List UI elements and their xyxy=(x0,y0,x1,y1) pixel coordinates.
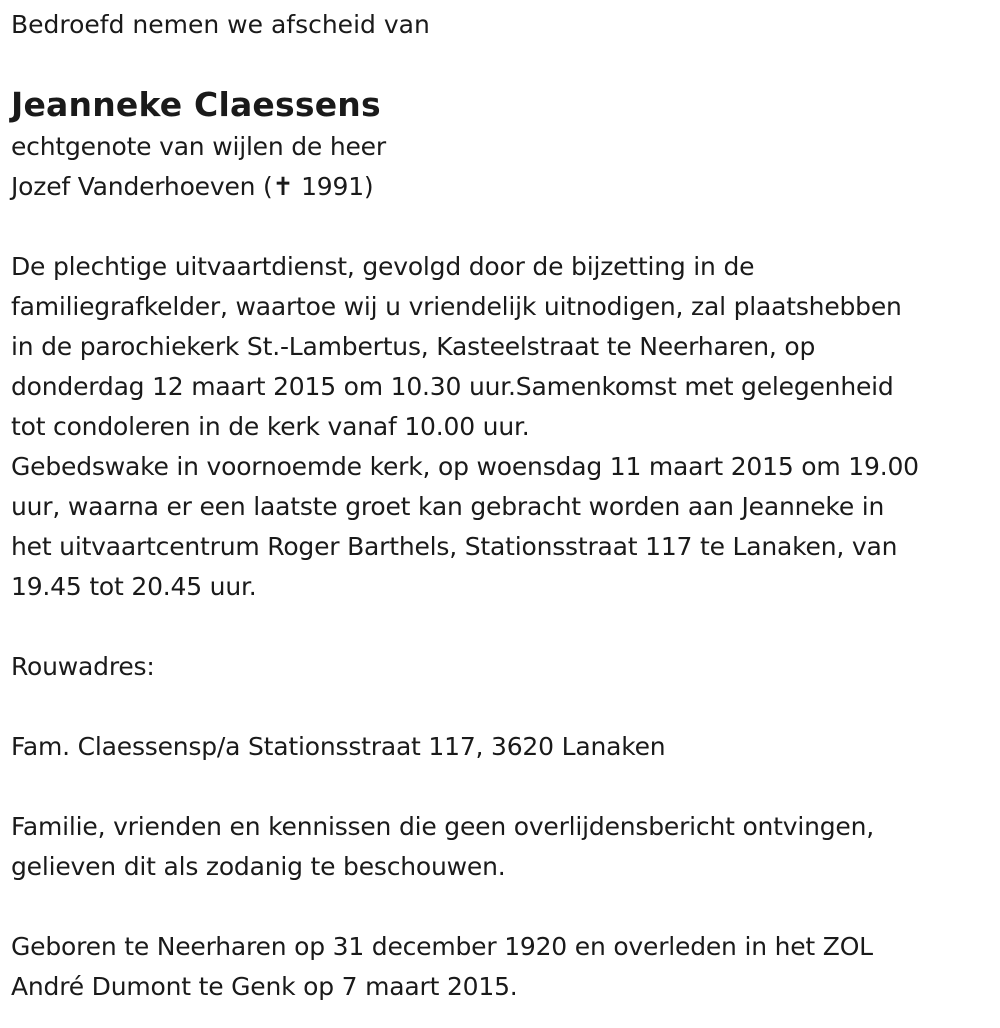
service-line: familiegrafkelder, waartoe wij u vriendelijk uitnodigen, zal plaatshebben xyxy=(11,292,902,321)
service-line: Gebedswake in voornoemde kerk, op woensdag 11 maart 2015 om 19.00 xyxy=(11,452,919,481)
birth-death-paragraph xyxy=(11,927,986,1007)
deceased-name: Jeanneke Claessens xyxy=(11,85,381,124)
service-line: 19.45 tot 20.45 uur. xyxy=(11,572,257,601)
spacer xyxy=(11,687,986,727)
notice-line: gelieven dit als zodanig te beschouwen. xyxy=(11,852,506,881)
service-line: donderdag 12 maart 2015 om 10.30 uur.Samenkomst met gelegenheid xyxy=(11,372,894,401)
service-paragraph xyxy=(11,247,986,607)
notice-line: Familie, vrienden en kennissen die geen overlijdensbericht ontvingen, xyxy=(11,812,875,841)
notice-paragraph xyxy=(11,807,986,887)
service-line: uur, waarna er een laatste groet kan gebracht worden aan Jeanneke in xyxy=(11,492,885,521)
address-label: Rouwadres: xyxy=(11,652,155,681)
birth-death-line: Geboren te Neerharen op 31 december 1920 en overleden in het ZOL xyxy=(11,932,873,961)
birth-death-line: André Dumont te Genk op 7 maart 2015. xyxy=(11,972,518,1001)
spacer xyxy=(11,887,986,927)
cross-icon: ✝ xyxy=(272,172,294,201)
service-line: het uitvaartcentrum Roger Barthels, Stationsstraat 117 te Lanaken, van xyxy=(11,532,898,561)
spouse-name-line: Jozef Vanderhoeven (✝ 1991) xyxy=(11,172,374,201)
service-line: De plechtige uitvaartdienst, gevolgd door de bijzetting in de xyxy=(11,252,755,281)
spacer xyxy=(11,767,986,807)
obituary-document xyxy=(11,5,986,1007)
intro-text: Bedroefd nemen we afscheid van xyxy=(11,10,430,39)
spouse-death-year: 1991 xyxy=(301,172,364,201)
service-line: in de parochiekerk St.-Lambertus, Kasteelstraat te Neerharen, op xyxy=(11,332,816,361)
service-line: tot condoleren in de kerk vanaf 10.00 uur. xyxy=(11,412,530,441)
address-text: Fam. Claessensp/a Stationsstraat 117, 3620 Lanaken xyxy=(11,732,666,761)
spacer xyxy=(11,607,986,647)
spouse-name: Jozef Vanderhoeven xyxy=(11,172,256,201)
spouse-line: echtgenote van wijlen de heer xyxy=(11,132,386,161)
spacer xyxy=(11,207,986,247)
